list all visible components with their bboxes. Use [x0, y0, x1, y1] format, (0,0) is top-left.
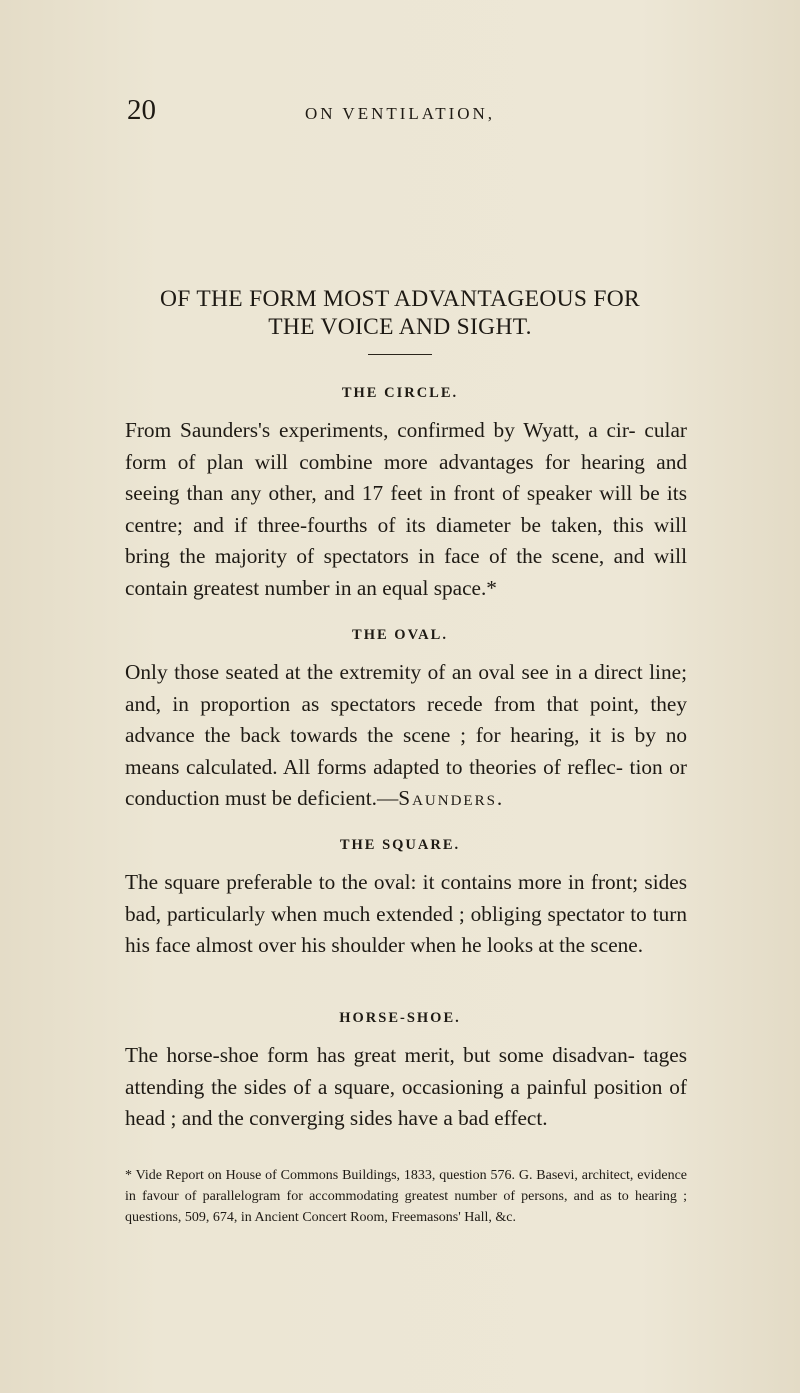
- section-text-oval: [125, 657, 687, 815]
- section-text-square: The square preferable to the oval: it contains more in front; sides bad, particularly when much extended ; obliging spectator to turn his face almost over his shoulder when he looks at the scene.: [125, 870, 687, 957]
- section-text-horse-shoe: The horse-shoe form has great merit, but some disadvan- tages attending the sides of a square, occasioning a painful position of head ; and the converging sides have a bad effect.: [125, 1043, 687, 1130]
- section-heading-circle: THE CIRCLE.: [341, 385, 459, 401]
- section-text-circle: From Saunders's experiments, confirmed by Wyatt, a cir- cular form of plan will combine more advantages for hearing and seeing than any other, and 17 feet in front of speaker will be its centre; and if three-fourths of its diameter be taken, this will bring the majority of spectators in face of the scene, and will contain greatest number in an equal space.*: [125, 418, 687, 600]
- section-heading-horse-shoe: HORSE-SHOE.: [339, 1010, 461, 1026]
- section-heading-square: THE SQUARE.: [339, 837, 461, 853]
- chapter-title-line-1: OF THE FORM MOST ADVANTAGEOUS FOR: [159, 286, 641, 312]
- oval-signature: Saunders.: [398, 786, 505, 810]
- title-rule: [368, 354, 432, 355]
- running-head: ON VENTILATION,: [304, 104, 496, 123]
- chapter-title-line-2: THE VOICE AND SIGHT.: [268, 314, 532, 340]
- oval-body: Only those seated at the extremity of an oval see in a direct line; and, in proportion as spectators recede from that point, they advance the back towards the scene ; for hearing, it is by no means calculated. All forms adapted to theories of reflec- tion or conduction must be deficient.—: [125, 660, 687, 810]
- section-heading-oval: THE OVAL.: [352, 627, 448, 643]
- page-number: 20: [127, 94, 156, 126]
- footnote: * Vide Report on House of Commons Buildings, 1833, question 576. G. Basevi, architect, evidence in favour of parallelogram for accommodating greatest number of persons, and as to hearing ; questions, 509, 674, in Ancient Concert Room, Freemasons' Hall, &c.: [125, 1168, 687, 1225]
